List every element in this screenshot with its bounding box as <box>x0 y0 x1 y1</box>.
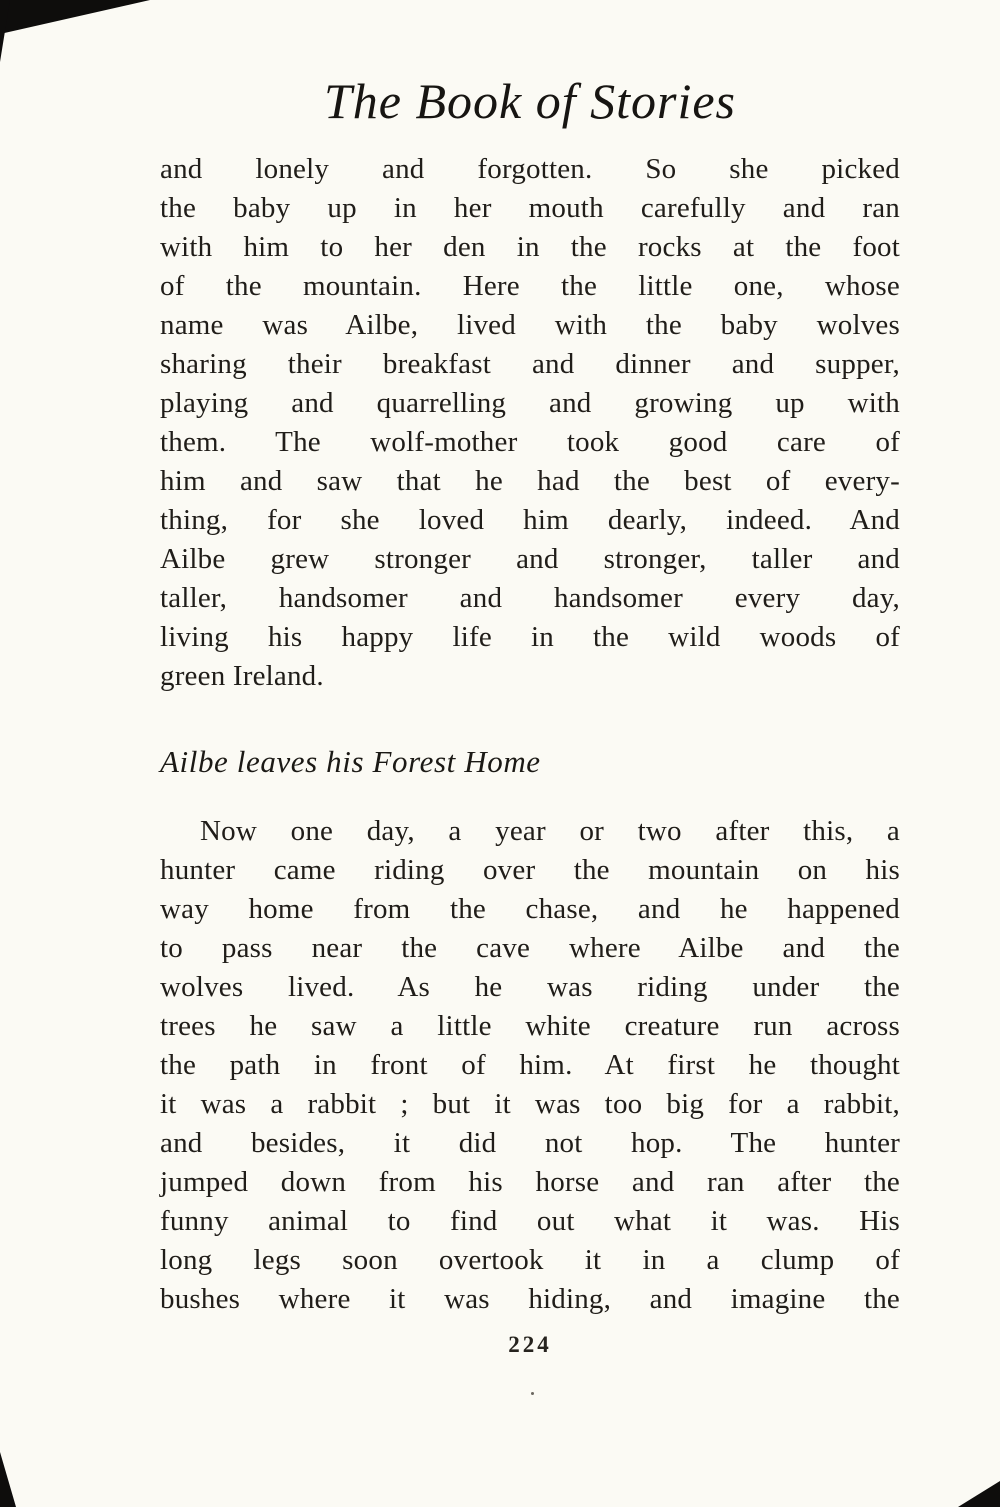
text-line: with him to her den in the rocks at the foot <box>160 231 900 263</box>
text-line: them. The wolf-mother took good care of <box>160 426 900 458</box>
text-line: and lonely and forgotten. So she picked <box>160 153 900 185</box>
text-line: wolves lived. As he was riding under the <box>160 971 900 1003</box>
text-line: sharing their breakfast and dinner and supper, <box>160 348 900 380</box>
paragraph-ailbe-leaves <box>160 812 900 1319</box>
text-line: hunter came riding over the mountain on his <box>160 854 900 886</box>
text-line: the path in front of him. At first he thought <box>160 1049 900 1081</box>
text-line: it was a rabbit ; but it was too big for a rabbit, <box>160 1088 900 1120</box>
text-line: way home from the chase, and he happened <box>160 893 900 925</box>
paragraph-continuation <box>160 150 900 696</box>
text-line: the baby up in her mouth carefully and ran <box>160 192 900 224</box>
text-line: taller, handsomer and handsomer every day, <box>160 582 900 614</box>
text-line: long legs soon overtook it in a clump of <box>160 1244 900 1276</box>
text-line: playing and quarrelling and growing up with <box>160 387 900 419</box>
text-line: trees he saw a little white creature run across <box>160 1010 900 1042</box>
text-line: and besides, it did not hop. The hunter <box>160 1127 900 1159</box>
text-line: green Ireland. <box>160 660 324 692</box>
scan-artifact-bottom-left <box>0 1452 16 1507</box>
scan-artifact-top-left <box>0 0 150 34</box>
text-line: Ailbe grew stronger and stronger, taller and <box>160 543 900 575</box>
text-line: Now one day, a year or two after this, a <box>200 815 900 847</box>
text-line: living his happy life in the wild woods of <box>160 621 900 653</box>
running-title: The Book of Stories <box>323 73 737 129</box>
text-line: of the mountain. Here the little one, whose <box>160 270 900 302</box>
text-line: bushes where it was hiding, and imagine the <box>160 1283 900 1315</box>
text-line: to pass near the cave where Ailbe and the <box>160 932 900 964</box>
text-line: thing, for she loved him dearly, indeed. And <box>160 504 900 536</box>
text-line: him and saw that he had the best of every- <box>160 465 900 497</box>
section-heading: Ailbe leaves his Forest Home <box>160 744 541 779</box>
scan-speck <box>531 1392 534 1395</box>
text-line: funny animal to find out what it was. His <box>160 1205 900 1237</box>
page-number: 224 <box>508 1332 552 1357</box>
text-line: name was Ailbe, lived with the baby wolves <box>160 309 900 341</box>
scan-artifact-bottom-right <box>958 1481 1000 1507</box>
text-line: jumped down from his horse and ran after the <box>160 1166 900 1198</box>
